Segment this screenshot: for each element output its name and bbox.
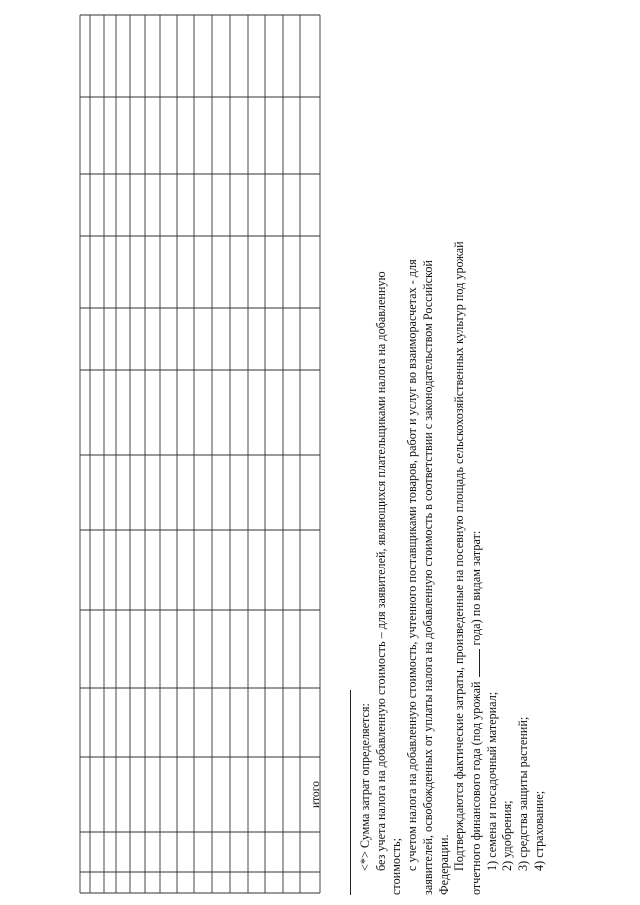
confirmation-line1: Подтверждаются фактические затраты, произведенные на посевную площадь сельскохозяйственных культур под урожай bbox=[452, 241, 467, 871]
cost-type-item: 4) страхование; bbox=[531, 790, 546, 871]
confirmation-line2 bbox=[468, 75, 485, 895]
total-row-label: итого bbox=[310, 781, 322, 808]
footnote-paragraph1-line2: стоимость; bbox=[389, 838, 404, 895]
harvest-year-blank bbox=[468, 649, 480, 677]
footnote-and-confirmation-text bbox=[347, 75, 602, 895]
cost-type-item: 3) средства защиты растений; bbox=[516, 716, 531, 871]
confirmation-line2-start: отчетного финансового года (под урожай bbox=[468, 681, 483, 895]
cost-type-item: 1) семена и посадочный материал; bbox=[484, 691, 499, 871]
cost-type-item: 2) удобрения; bbox=[500, 800, 515, 871]
footnote-heading: <*> Сумма затрат определяется: bbox=[358, 703, 372, 871]
footnote-paragraph2-line3: Федерации. bbox=[436, 834, 451, 895]
footnote-paragraph2-line2: заявителей, освобожденных от уплаты налога на добавленную стоимость в соответствии с законодательством Российской bbox=[420, 260, 435, 895]
footnote-separator bbox=[350, 690, 351, 895]
confirmation-line2-end: года) по видам затрат: bbox=[468, 530, 483, 646]
footnote-paragraph1-line1: без учета налога на добавленную стоимость – для заявителей, являющихся плательщиками налога на добавленную bbox=[373, 271, 388, 871]
footnote-paragraph2-line1: с учетом налога на добавленную стоимость, учтенного поставщиками товаров, работ и услуг во взаиморасчетах - для bbox=[405, 259, 420, 871]
